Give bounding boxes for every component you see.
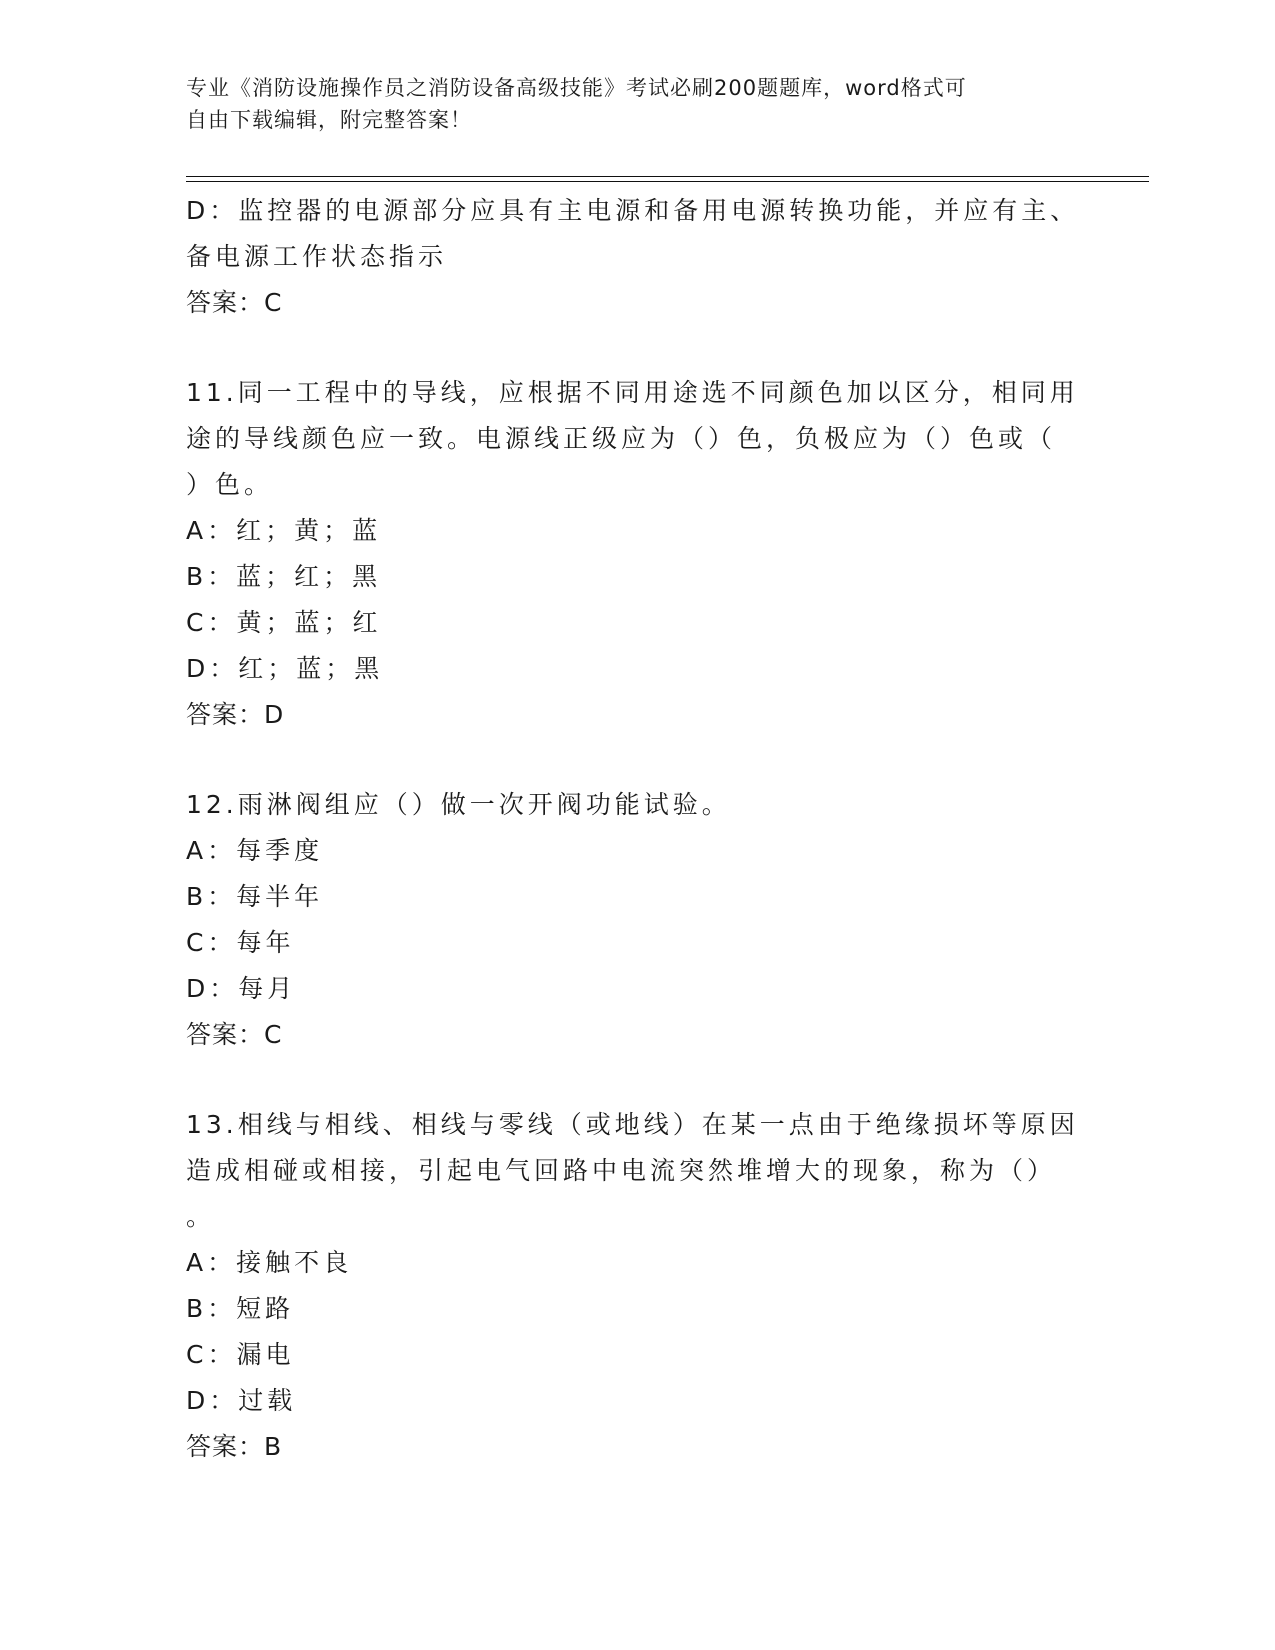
header-divider-top — [186, 176, 1149, 177]
question-13 — [186, 1102, 1079, 1470]
answer-line: 答案：D — [186, 700, 285, 729]
option-d: D：过载 — [186, 1386, 297, 1415]
header-divider-bottom — [186, 181, 1149, 182]
option-a: A：红；黄；蓝 — [186, 516, 382, 545]
header-line-2: 自由下载编辑，附完整答案！ — [186, 108, 472, 132]
question-stem-line: 途的导线颜色应一致。电源线正级应为（）色，负极应为（）色或（ — [186, 424, 1057, 453]
option-d: D：红；蓝；黑 — [186, 654, 384, 683]
option-b: B：每半年 — [186, 882, 324, 911]
option-a: A：接触不良 — [186, 1248, 353, 1277]
option-b: B：短路 — [186, 1294, 295, 1323]
option-a: A：每季度 — [186, 836, 324, 865]
question-stem-line: 12.雨淋阀组应（）做一次开阀功能试验。 — [186, 790, 731, 819]
question-stem-line: 造成相碰或相接，引起电气回路中电流突然堆增大的现象，称为（） — [186, 1156, 1057, 1185]
answer-line: 答案：B — [186, 1432, 283, 1461]
question-stem-line: ）色。 — [186, 470, 274, 499]
spacer — [186, 738, 1066, 782]
option-c: C：每年 — [186, 928, 295, 957]
question-11 — [186, 370, 1079, 738]
question-stem-line: 11.同一工程中的导线，应根据不同用途选不同颜色加以区分，相同用 — [186, 378, 1079, 407]
header-line-1: 专业《消防设施操作员之消防设备高级技能》考试必刷200题题库，word格式可 — [186, 76, 967, 100]
answer-line: 答案：C — [186, 1020, 283, 1049]
document-body — [186, 188, 1080, 1470]
option-d: D：监控器的电源部分应具有主电源和备用电源转换功能，并应有主、 — [186, 196, 1080, 225]
answer-line: 答案：C — [186, 288, 283, 317]
option-c: C：漏电 — [186, 1340, 295, 1369]
option-d: D：每月 — [186, 974, 297, 1003]
option-b: B：蓝；红；黑 — [186, 562, 382, 591]
question-stem-line: 13.相线与相线、相线与零线（或地线）在某一点由于绝缘损坏等原因 — [186, 1110, 1079, 1139]
option-c: C：黄；蓝；红 — [186, 608, 382, 637]
question-12 — [186, 782, 1066, 1058]
previous-question-tail — [186, 188, 1080, 326]
document-header — [186, 72, 1066, 136]
option-d-continued: 备电源工作状态指示 — [186, 242, 448, 271]
question-stem-line: 。 — [186, 1202, 216, 1231]
spacer — [186, 1058, 1066, 1102]
spacer — [186, 326, 1066, 370]
